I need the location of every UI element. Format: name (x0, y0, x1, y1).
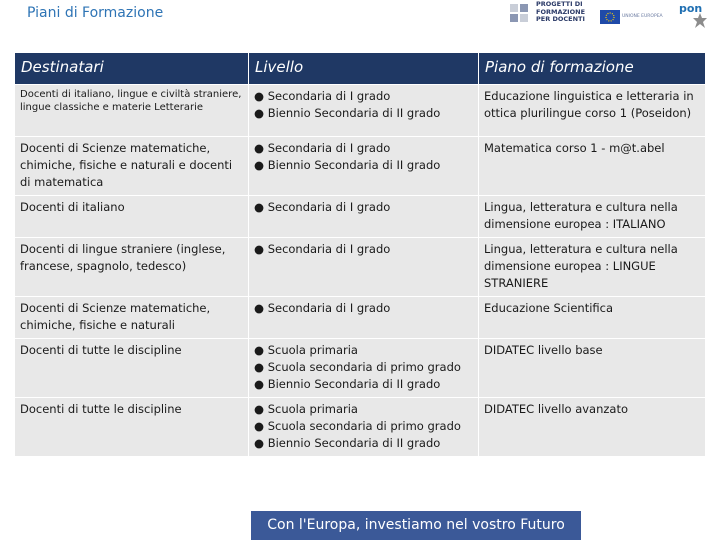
cell-livello (249, 238, 479, 297)
cell-livello (249, 398, 479, 457)
table-row (15, 137, 706, 196)
livello-item: ● Biennio Secondaria di II grado (254, 158, 441, 172)
logo-strip (430, 0, 720, 34)
pon-logo-icon (508, 2, 534, 32)
cell-destinatari: Docenti di italiano, lingue e civiltà straniere, lingue classiche e materie Letterarie (15, 85, 249, 137)
header-livello: Livello (249, 53, 479, 85)
footer-banner: Con l'Europa, investiamo nel vostro Futuro (251, 511, 581, 540)
table-row (15, 297, 706, 339)
cell-piano: Lingua, letteratura e cultura nella dimensione europea : LINGUE STRANIERE (479, 238, 706, 297)
cell-destinatari: Docenti di Scienze matematiche, chimiche, fisiche e naturali (15, 297, 249, 339)
cell-piano: Educazione linguistica e letteraria in ottica plurilingue corso 1 (Poseidon) (479, 85, 706, 137)
cell-destinatari: Docenti di lingue straniere (inglese, francese, spagnolo, tedesco) (15, 238, 249, 297)
livello-item: ● Secondaria di I grado (254, 242, 391, 256)
livello-item: ● Biennio Secondaria di II grado (254, 436, 441, 450)
cell-livello (249, 196, 479, 238)
cell-livello (249, 137, 479, 196)
cell-piano: Educazione Scientifica (479, 297, 706, 339)
cell-piano: DIDATEC livello base (479, 339, 706, 398)
table-row (15, 196, 706, 238)
cell-destinatari: Docenti di tutte le discipline (15, 398, 249, 457)
cell-livello (249, 339, 479, 398)
livello-item: ● Scuola primaria (254, 402, 358, 416)
livello-item: ● Biennio Secondaria di II grado (254, 106, 441, 120)
header-piano: Piano di formazione (479, 53, 706, 85)
table-row (15, 339, 706, 398)
pon-logo-text: PROGETTI DI FORMAZIONE PER DOCENTI (536, 0, 586, 23)
livello-item: ● Scuola primaria (254, 343, 358, 357)
republic-emblem-icon (692, 6, 708, 36)
livello-item: ● Scuola secondaria di primo grado (254, 419, 461, 433)
livello-item: ● Secondaria di I grado (254, 89, 391, 103)
table-row (15, 238, 706, 297)
cell-livello (249, 85, 479, 137)
cell-destinatari: Docenti di tutte le discipline (15, 339, 249, 398)
table-row (15, 398, 706, 457)
cell-livello (249, 297, 479, 339)
cell-destinatari: Docenti di italiano (15, 196, 249, 238)
livello-item: ● Biennio Secondaria di II grado (254, 377, 441, 391)
cell-piano: Lingua, letteratura e cultura nella dimensione europea : ITALIANO (479, 196, 706, 238)
livello-item: ● Secondaria di I grado (254, 301, 391, 315)
slide-title: Piani di Formazione (27, 5, 164, 21)
eu-flag-icon (600, 2, 620, 32)
table-row (15, 85, 706, 137)
cell-piano: DIDATEC livello avanzato (479, 398, 706, 457)
livello-item: ● Secondaria di I grado (254, 200, 391, 214)
table-header-row (15, 53, 706, 85)
livello-item: ● Scuola secondaria di primo grado (254, 360, 461, 374)
cell-destinatari: Docenti di Scienze matematiche, chimiche, fisiche e naturali e docenti di matematica (15, 137, 249, 196)
eu-logo-text: UNIONE EUROPEA (622, 14, 663, 19)
training-plan-table (14, 52, 706, 457)
pon-mark: pon (679, 2, 703, 15)
livello-item: ● Secondaria di I grado (254, 141, 391, 155)
header-destinatari: Destinatari (15, 53, 249, 85)
cell-piano: Matematica corso 1 - m@t.abel (479, 137, 706, 196)
